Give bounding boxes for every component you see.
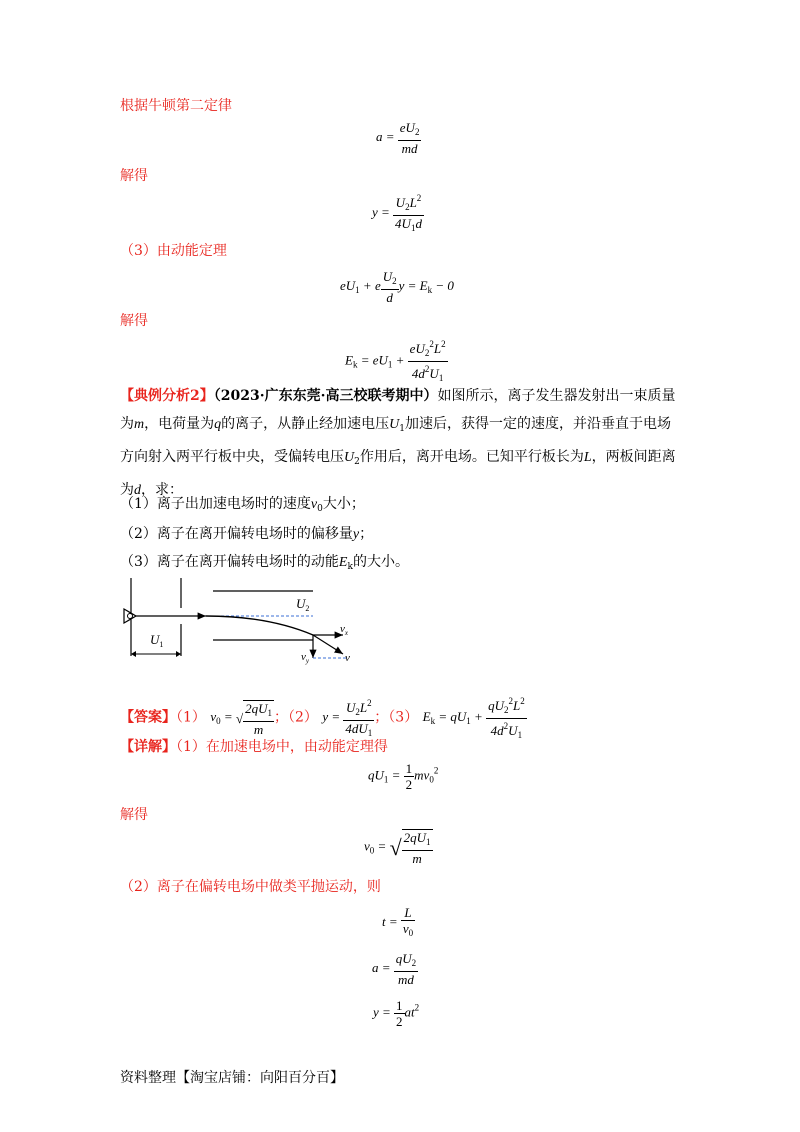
formula-a-eU2-md: a = $\frac{eU_2}{md}$	[376, 120, 420, 156]
formula-Ek: $E_k = eU_1$ + $\frac{eU_2^2L^2}{4d^2U_1}$	[345, 339, 446, 383]
detail-line-2: （2）离子在偏转电场中做类平抛运动，则	[120, 879, 381, 895]
formula-y-half-at2: y = $\frac{1}{2}$ $at^2$	[373, 998, 420, 1029]
example-problem-text: 【典例分析2】（2023·广东东莞·高三校联考期中）如图所示，离子发生器发射出一束质量为m，电荷量为q的离子，从静止经加速电压$U_1$加速后，获得一定的速度，并沿垂直于电场方向射入两平行板中央，受偏转电压$U_2$作用后，离开电场。已知平行板长为L，两板间距离为d，求：	[120, 388, 676, 498]
ion-source-dot	[128, 614, 133, 619]
label-vy: $v_y$	[301, 651, 309, 665]
detail-line-1: 【详解】（1）在加速电场中，由动能定理得	[120, 739, 388, 755]
formula-qU1-energy: $qU_1$ = $\frac{1}{2}$ $mv_0^2$	[368, 761, 439, 792]
solve-line-1: 解得	[120, 168, 148, 184]
example-source: （2023·广东东莞·高三校联考期中）	[213, 388, 438, 404]
question-2: （2）离子在离开偏转电场时的偏移量y；	[120, 526, 374, 542]
formula-a-qU2-md: a = $\frac{qU_2}{md}$	[372, 951, 417, 987]
example-tag: 【典例分析2】	[120, 388, 214, 404]
footer-text: 资料整理【淘宝店铺：向阳百分百】	[120, 1070, 344, 1086]
answer-line: 【答案】（1） $v_0$ = √ $\frac{2qU_1}{m}$ ；（2） y = $\frac{U_2L^2}{4dU_1}$ ；（3） $E_k = qU_1$ + $\frac{qU_2^2L^2}{4d^2U_1}$	[120, 696, 525, 740]
answer-formula-3: $E_k = qU_1$ + $\frac{qU_2^2L^2}{4d^2U_1}$	[422, 696, 525, 740]
formula-t: t = $\frac{L}{v_0}$	[382, 905, 414, 938]
question-1: （1）离子出加速电场时的速度$v_0$大小；	[120, 496, 365, 514]
answer-formula-1: $v_0$ = √ $\frac{2qU_1}{m}$	[210, 701, 272, 737]
label-vx: $v_x$	[340, 623, 348, 637]
label-U2: $U_2$	[296, 596, 310, 613]
formula-v0: $v_0$ = √ $\frac{2qU_1}{m}$	[364, 830, 431, 866]
formula-energy-theorem: $eU_1 + e$ $\frac{U_2}{d}$ $y = E_k - 0$	[340, 269, 454, 305]
newton-law-line: 根据牛顿第二定律	[120, 98, 232, 114]
label-v: v	[345, 652, 350, 664]
solve-line-2: 解得	[120, 313, 148, 329]
answer-formula-2: y = $\frac{U_2L^2}{4dU_1}$	[322, 698, 373, 738]
part3-energy-line: （3）由动能定理	[120, 243, 227, 259]
label-U1: $U_1$	[150, 632, 164, 649]
question-3: （3）离子在离开偏转电场时的动能$E_k$的大小。	[120, 554, 409, 572]
formula-y: y = $\frac{U_2L^2}{4U_1d}$	[372, 193, 422, 233]
detail-tag: 【详解】	[120, 739, 176, 755]
answer-tag: 【答案】	[120, 709, 176, 726]
ion-deflection-diagram	[118, 574, 368, 670]
solve-line-3: 解得	[120, 807, 148, 823]
ion-path-curve	[206, 616, 313, 635]
v-arrow	[313, 635, 343, 654]
